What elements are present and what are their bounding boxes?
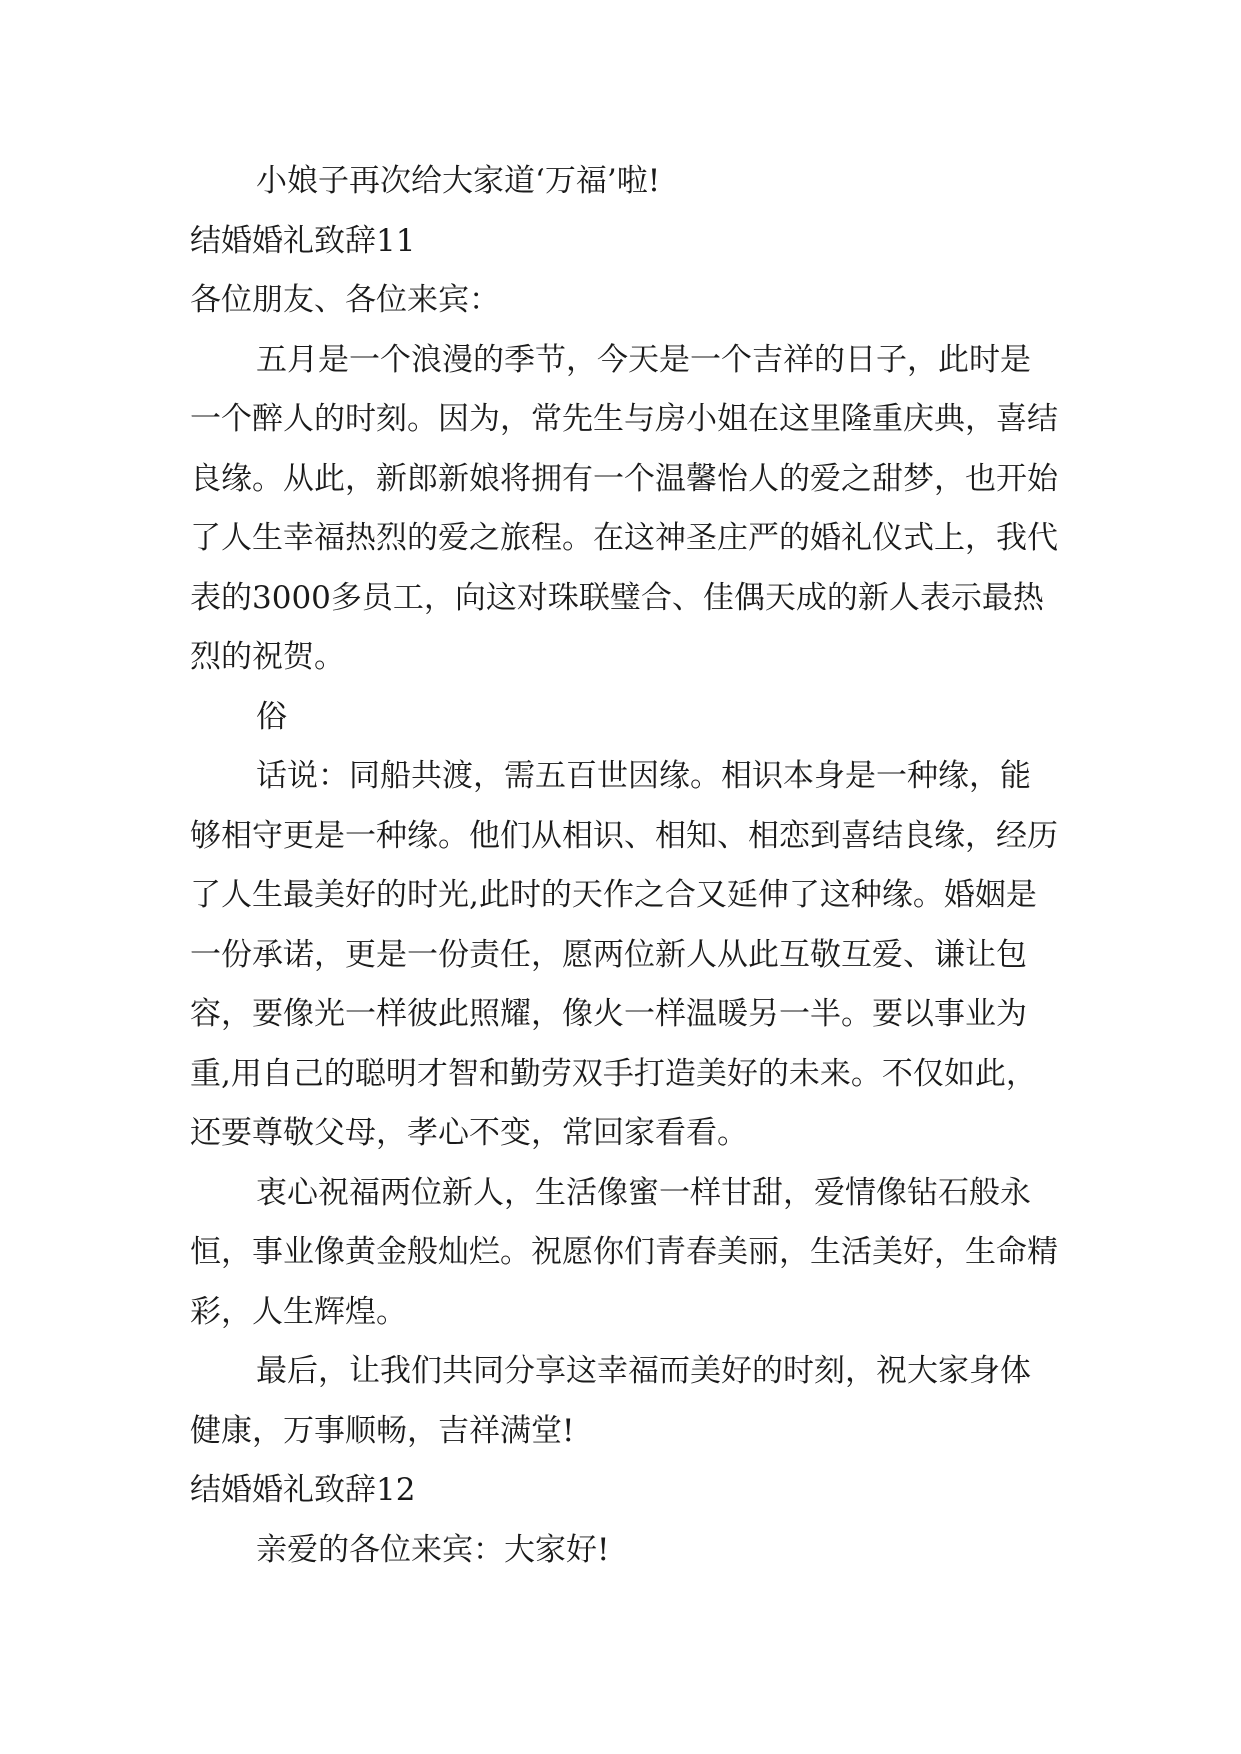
paragraph-final: 最后，让我们共同分享这幸福而美好的时刻，祝大家身体健康，万事顺畅，吉祥满堂! — [190, 1353, 1031, 1449]
paragraph-fragment: 俗 — [256, 698, 287, 735]
closing-line: 小娘子再次给大家道‘万福’啦! — [256, 163, 661, 199]
section-heading-12: 结婚婚礼致辞12 — [190, 1472, 416, 1508]
paragraph-may: 五月是一个浪漫的季节，今天是一个吉祥的日子，此时是一个醉人的时刻。因为，常先生与房小姐在这里隆重庆典，喜结良缘。从此，新郎新娘将拥有一个温馨怡人的爱之甜梦，也开始了人生幸福热烈的爱之旅程。在这神圣庄严的婚礼仪式上，我代表的3000多员工，向这对珠联璧合、佳偶天成的新人表示最热烈的祝贺。 — [190, 341, 1058, 675]
paragraph-blessing: 衷心祝福两位新人，生活像蜜一样甘甜，爱情像钻石般永恒，事业像黄金般灿烂。祝愿你们青春美丽，生活美好，生命精彩，人生辉煌。 — [190, 1174, 1058, 1330]
section-heading-11: 结婚婚礼致辞11 — [190, 222, 416, 259]
paragraph-fate: 话说：同船共渡，需五百世因缘。相识本身是一种缘，能够相守更是一种缘。他们从相识、相知、相恋到喜结良缘，经历了人生最美好的时光,此时的天作之合又延伸了这种缘。婚姻是一份承诺，更是一份责任，愿两位新人从此互敬互爱、谦让包容，要像光一样彼此照耀，像火一样温暖另一半。要以事业为重,用自己的聪明才智和勤劳双手打造美好的未来。不仅如此，还要尊敬父母，孝心不变，常回家看看。 — [190, 758, 1058, 1151]
greeting-line: 亲爱的各位来宾：大家好! — [256, 1531, 610, 1568]
salutation: 各位朋友、各位来宾： — [190, 282, 500, 318]
document-body — [190, 152, 1060, 1580]
